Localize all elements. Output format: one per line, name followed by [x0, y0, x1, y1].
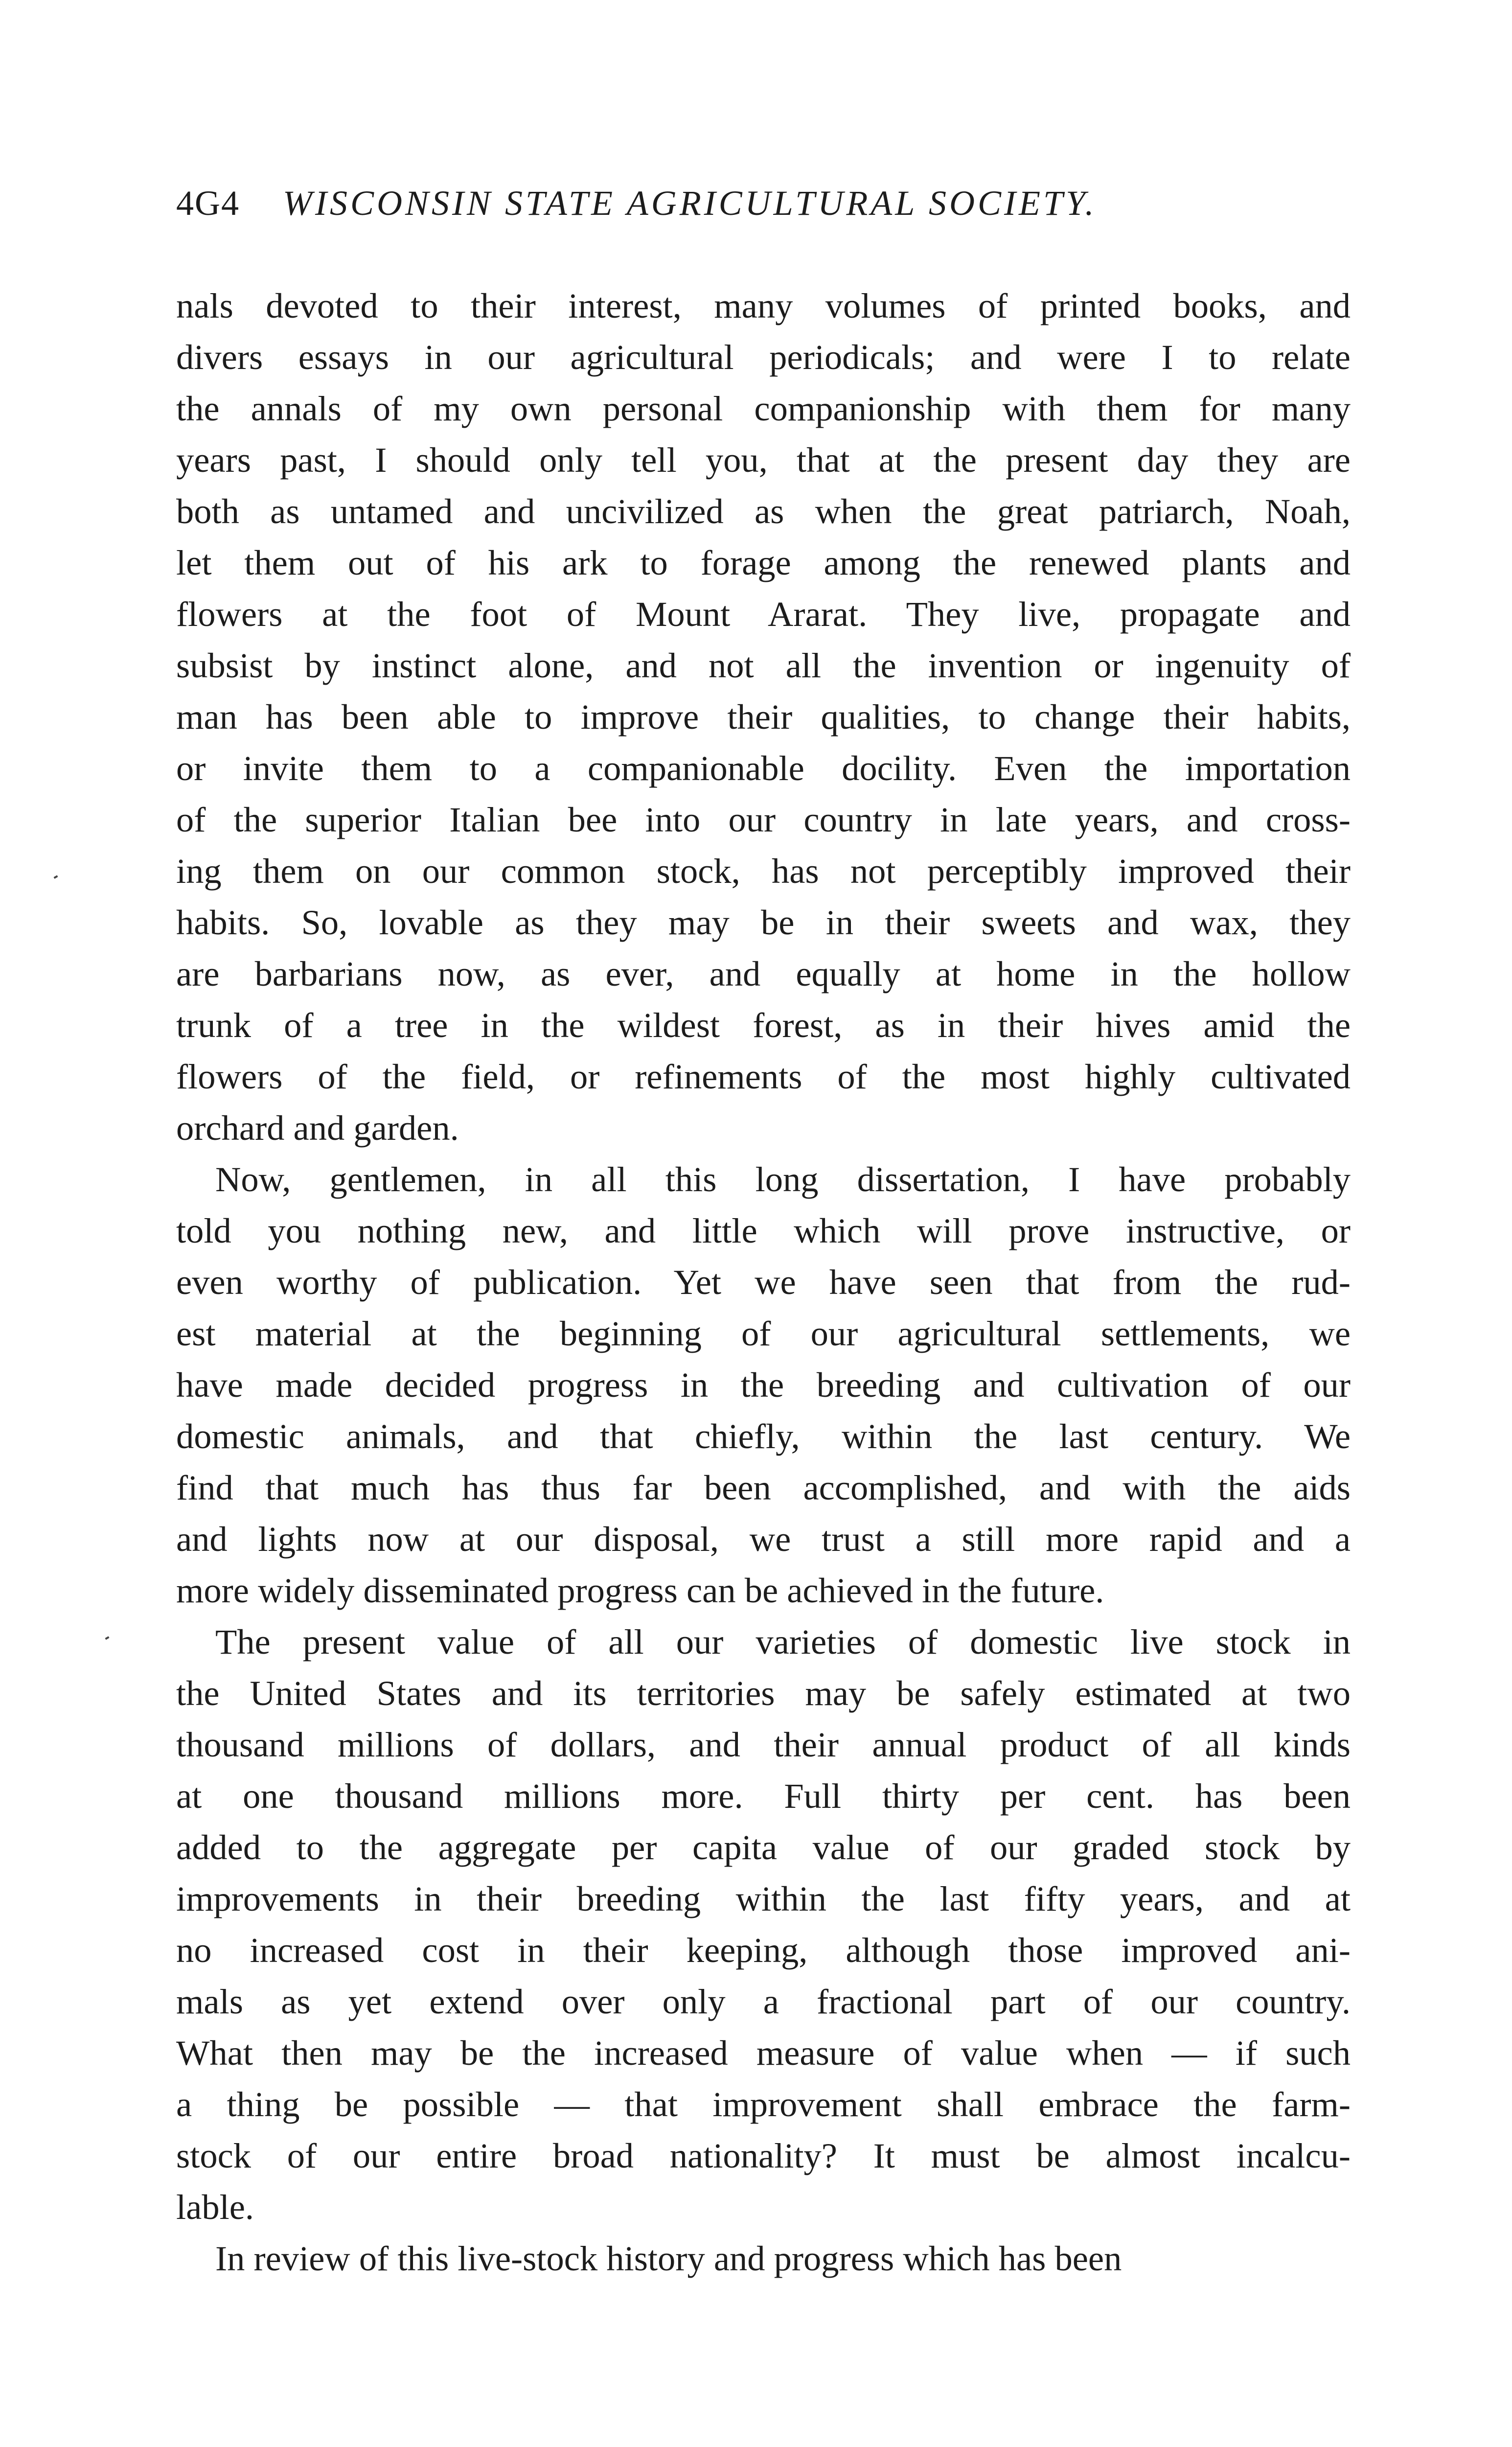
- text-line: est material at the beginning of our agricultural settlements, we: [176, 1314, 1351, 1353]
- text-line: are barbarians now, as ever, and equally at home in the hollow: [176, 954, 1351, 993]
- text-line: improvements in their breeding within the last fifty years, and at: [176, 1879, 1351, 1918]
- text-line: stock of our entire broad nationality? It must be almost incalcu-: [176, 2136, 1351, 2175]
- text-line: subsist by instinct alone, and not all the invention or ingenuity of: [176, 646, 1351, 685]
- text-line: of the superior Italian bee into our country in late years, and cross-: [176, 800, 1351, 839]
- text-line: or invite them to a companionable docility. Even the importation: [176, 748, 1351, 788]
- page-number: 4G4: [176, 184, 240, 223]
- text-line: the United States and its territories may be safely estimated at two: [176, 1673, 1351, 1713]
- text-line: man has been able to improve their qualities, to change their habits,: [176, 697, 1351, 737]
- margin-speck: [54, 875, 58, 878]
- text-line: more widely disseminated progress can be achieved in the future.: [176, 1570, 1104, 1610]
- text-line: mals as yet extend over only a fractional part of our country.: [176, 1982, 1351, 2021]
- text-line: habits. So, lovable as they may be in their sweets and wax, they: [176, 902, 1351, 942]
- text-line: domestic animals, and that chiefly, within the last century. We: [176, 1416, 1351, 1456]
- margin-speck: [105, 1636, 110, 1639]
- text-line: years past, I should only tell you, that at the present day they are: [176, 440, 1351, 480]
- text-line: lable.: [176, 2187, 254, 2227]
- text-line: thousand millions of dollars, and their annual product of all kinds: [176, 1725, 1351, 1764]
- text-line: Now, gentlemen, in all this long dissertation, I have probably: [215, 1159, 1351, 1199]
- text-line: at one thousand millions more. Full thirty per cent. has been: [176, 1776, 1351, 1816]
- text-line: divers essays in our agricultural periodicals; and were I to relate: [176, 337, 1351, 377]
- text-line: the annals of my own personal companionship with them for many: [176, 389, 1351, 428]
- text-line: flowers of the field, or refinements of the most highly cultivated: [176, 1057, 1351, 1096]
- text-line: and lights now at our disposal, we trust a still more rapid and a: [176, 1519, 1351, 1559]
- text-line: told you nothing new, and little which will prove instructive, or: [176, 1211, 1351, 1250]
- text-line: nals devoted to their interest, many volumes of printed books, and: [176, 286, 1351, 325]
- text-line: find that much has thus far been accomplished, and with the aids: [176, 1468, 1351, 1507]
- text-line: no increased cost in their keeping, although those improved ani-: [176, 1930, 1351, 1970]
- text-line: both as untamed and uncivilized as when the great patriarch, Noah,: [176, 491, 1351, 531]
- text-line: flowers at the foot of Mount Ararat. They live, propagate and: [176, 594, 1351, 634]
- text-line: ing them on our common stock, has not perceptibly improved their: [176, 851, 1351, 891]
- text-line: a thing be possible — that improvement shall embrace the farm-: [176, 2084, 1351, 2124]
- running-header: [176, 176, 1351, 230]
- text-line: The present value of all our varieties of domestic live stock in: [215, 1622, 1351, 1662]
- text-line: have made decided progress in the breeding and cultivation of our: [176, 1365, 1351, 1405]
- text-line: added to the aggregate per capita value of our graded stock by: [176, 1827, 1351, 1867]
- text-line: let them out of his ark to forage among the renewed plants and: [176, 543, 1351, 582]
- running-title: WISCONSIN STATE AGRICULTURAL SOCIETY.: [283, 184, 1097, 223]
- text-line: even worthy of publication. Yet we have seen that from the rud-: [176, 1262, 1351, 1302]
- text-line: What then may be the increased measure of value when — if such: [176, 2033, 1351, 2073]
- text-line: In review of this live-stock history and progress which has been: [215, 2239, 1122, 2278]
- text-line: trunk of a tree in the wildest forest, as in their hives amid the: [176, 1005, 1351, 1045]
- text-line: orchard and garden.: [176, 1108, 459, 1148]
